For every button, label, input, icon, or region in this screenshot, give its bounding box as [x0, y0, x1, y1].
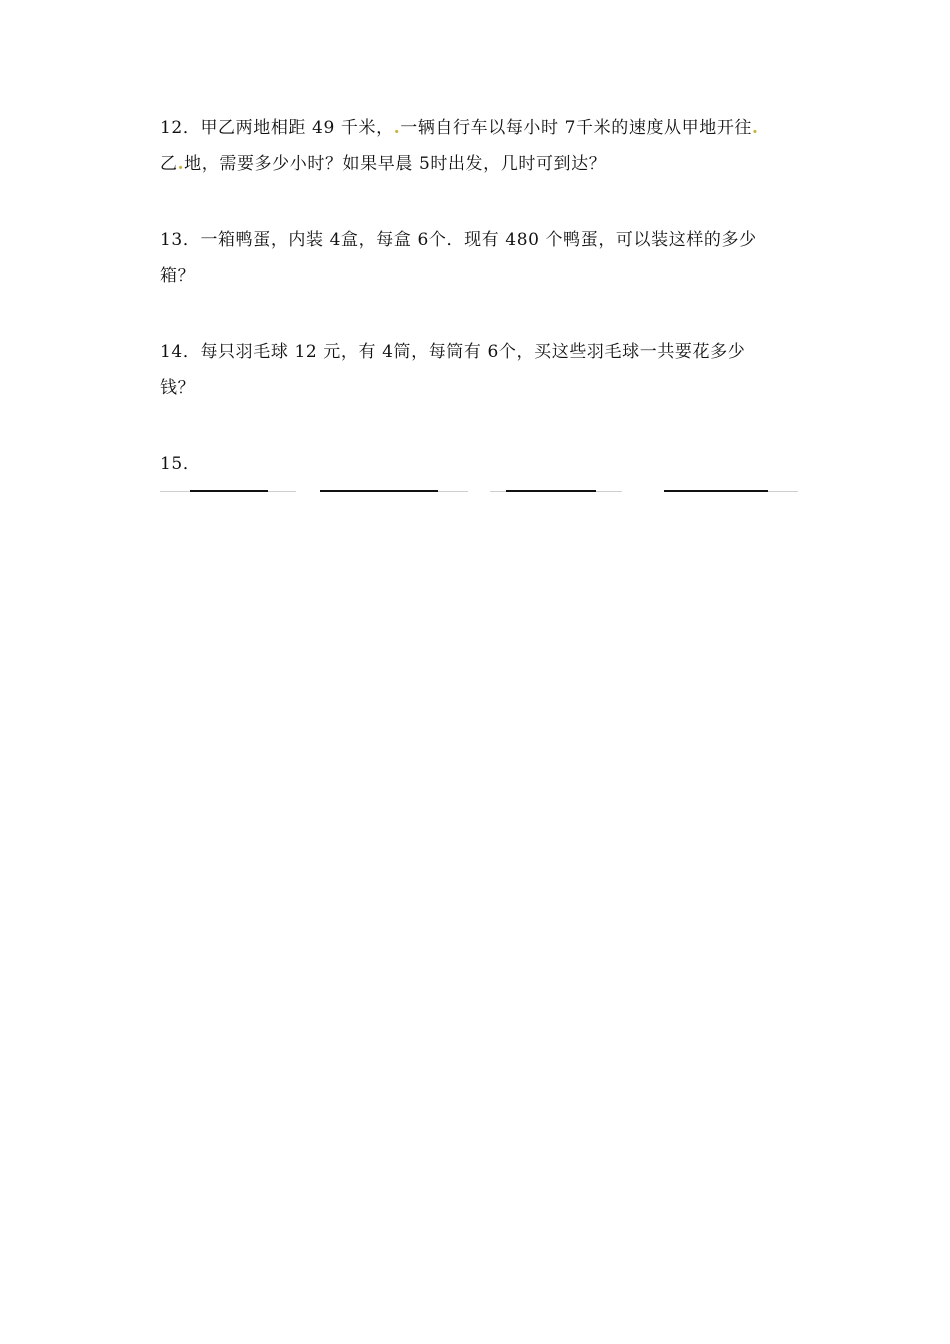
question-12-line-2	[160, 146, 800, 182]
question-14	[160, 334, 800, 406]
question-15	[160, 446, 800, 482]
rule-line	[438, 491, 468, 492]
rule-line	[506, 490, 596, 492]
question-13-line-2: 箱？	[160, 266, 196, 286]
rule-line	[768, 491, 798, 492]
question-text: 甲乙两地相距 49 千米，	[200, 118, 394, 138]
question-text: 一辆自行车以每小时 7千米的速度从甲地开往	[400, 118, 753, 138]
question-text: 每只羽毛球 12 元，有 4筒，每筒有 6个，买这些羽毛球一共要花多少	[200, 342, 746, 362]
question-13-line-1	[160, 222, 800, 258]
rule-line	[490, 491, 506, 492]
rule-line	[160, 491, 190, 492]
question-12-line-1	[160, 110, 800, 146]
question-number: 12．	[160, 118, 201, 138]
rule-line	[268, 491, 296, 492]
question-12	[160, 110, 800, 182]
question-text: 地，需要多少小时？如果早晨 5时出发，几时可到达？	[184, 154, 607, 174]
rule-line	[664, 490, 768, 492]
answer-rule-lines	[160, 488, 800, 494]
question-number: 15．	[160, 454, 201, 474]
question-text: 一箱鸭蛋，内装 4盒，每盒 6个．现有 480 个鸭蛋，可以装这样的多少	[200, 230, 757, 250]
rule-line	[596, 491, 622, 492]
question-14-line-2: 钱？	[160, 378, 196, 398]
question-number: 13．	[160, 230, 201, 250]
rule-line	[320, 490, 438, 492]
question-number: 14．	[160, 342, 201, 362]
question-15-line-1	[160, 446, 800, 482]
emphasis-dot: .	[752, 118, 759, 138]
rule-line	[190, 490, 268, 492]
question-13	[160, 222, 800, 294]
emphasis-dot: .	[393, 118, 401, 138]
question-text: 乙	[160, 154, 178, 174]
question-14-line-1	[160, 334, 800, 370]
emphasis-dot: .	[177, 154, 185, 174]
